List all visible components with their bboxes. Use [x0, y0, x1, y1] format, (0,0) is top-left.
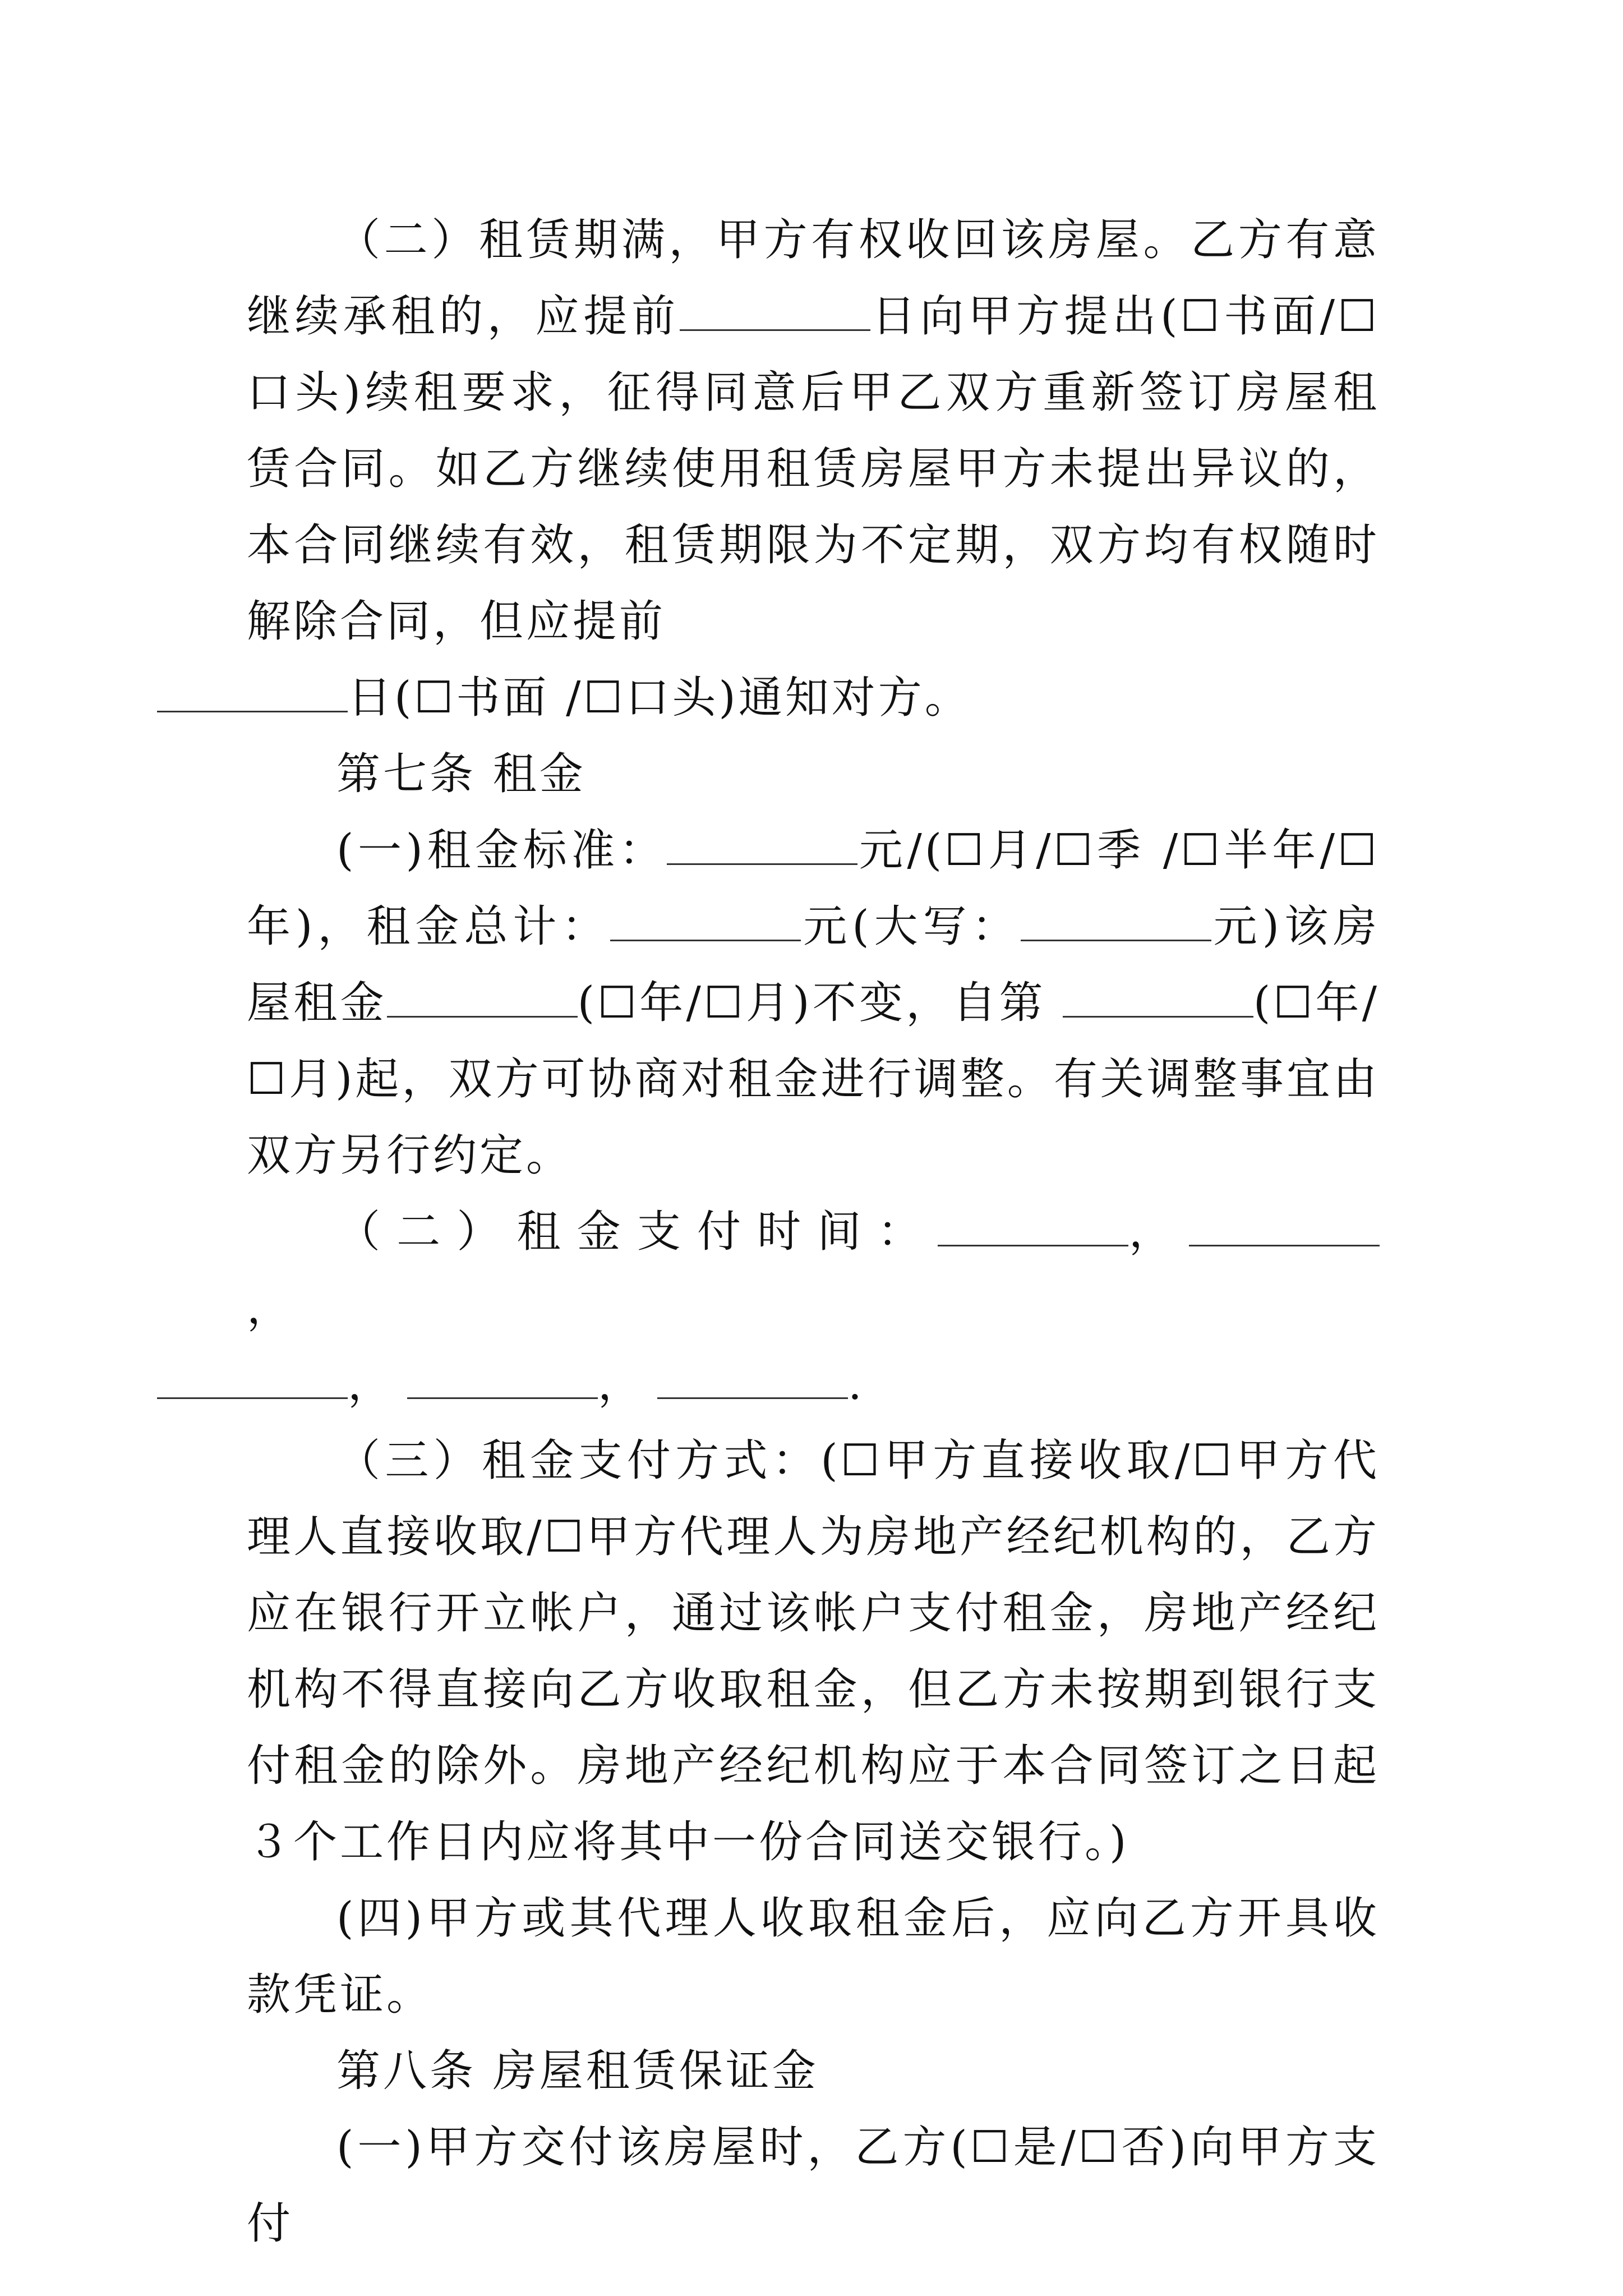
fill-in-blank[interactable]: [610, 903, 801, 941]
text-segment: (☐年/☐月)不变，自第: [577, 978, 1063, 1028]
text-segment: 日向甲方提出(☐书面/☐口头)续租要求，征得同意后甲乙双方重新签订房屋租赁合同。如乙方继续使用租赁房屋甲方未提出异议的，本合同继续有效，租赁期限为不定期，双方均有权随时解除合同，但应提前: [247, 291, 1380, 647]
fill-in-blank[interactable]: [680, 292, 870, 331]
separator: ，: [1128, 1207, 1189, 1257]
text-segment: 元/(☐月/☐季 /☐半年/☐年)，租金总计：: [247, 825, 1380, 952]
text-segment: 元(大写：: [801, 901, 1021, 952]
separator: ，: [598, 1359, 658, 1410]
separator: ，: [247, 1283, 307, 1333]
text-segment: .: [848, 1359, 878, 1410]
fill-in-blank[interactable]: [157, 674, 348, 712]
fill-in-blank[interactable]: [1063, 979, 1253, 1018]
fill-in-blank[interactable]: [157, 1360, 348, 1399]
paragraph-lease-expiry: [247, 202, 1380, 736]
fill-in-blank[interactable]: [667, 826, 857, 865]
fill-in-blank[interactable]: [387, 979, 578, 1018]
fill-in-blank[interactable]: [1189, 1208, 1380, 1246]
paragraph-rent-payment-method: （三）租金支付方式：(☐甲方直接收取/☐甲方代理人直接收取/☐甲方代理人为房地产经纪机构的，乙方应在银行开立帐户，通过该帐户支付租金，房地产经纪机构不得直接向乙方收取租金，但乙方未按期到银行支付租金的除外。房地产经纪机构应于本合同签订之日起３个工作日内应将其中一份合同送交银行。): [247, 1435, 1380, 1867]
document-body: [247, 202, 1380, 2262]
separator: ，: [348, 1359, 408, 1410]
fill-in-blank[interactable]: [938, 1208, 1128, 1246]
article-8-heading: 第八条 房屋租赁保证金: [336, 2046, 819, 2096]
text-segment: (一)租金标准：: [336, 825, 667, 876]
text-segment: 日(☐书面 /☐口头)通知对方。: [348, 673, 971, 723]
text-segment: （二）租赁期满，甲方有权收回该房屋。乙方有意继续承租的，应提前: [247, 215, 1380, 342]
paragraph-rent-payment-time: [247, 1194, 1380, 1423]
fill-in-blank[interactable]: [1021, 903, 1211, 941]
text-segment: （二）租金支付时间：: [336, 1207, 938, 1257]
text-segment: 元)该房屋租金: [247, 901, 1380, 1028]
paragraph-deposit: (一)甲方交付该房屋时，乙方(☐是/☐否)向甲方支付: [247, 2122, 1380, 2249]
article-7-heading: 第七条 租金: [336, 749, 586, 799]
fill-in-blank[interactable]: [407, 1360, 598, 1399]
paragraph-receipt: (四)甲方或其代理人收取租金后，应向乙方开具收款凭证。: [247, 1893, 1380, 2020]
paragraph-rent-standard: [247, 812, 1380, 1194]
fill-in-blank[interactable]: [657, 1360, 848, 1399]
text-segment: (☐年/☐月)起，双方可协商对租金进行调整。有关调整事宜由双方另行约定。: [247, 978, 1380, 1181]
